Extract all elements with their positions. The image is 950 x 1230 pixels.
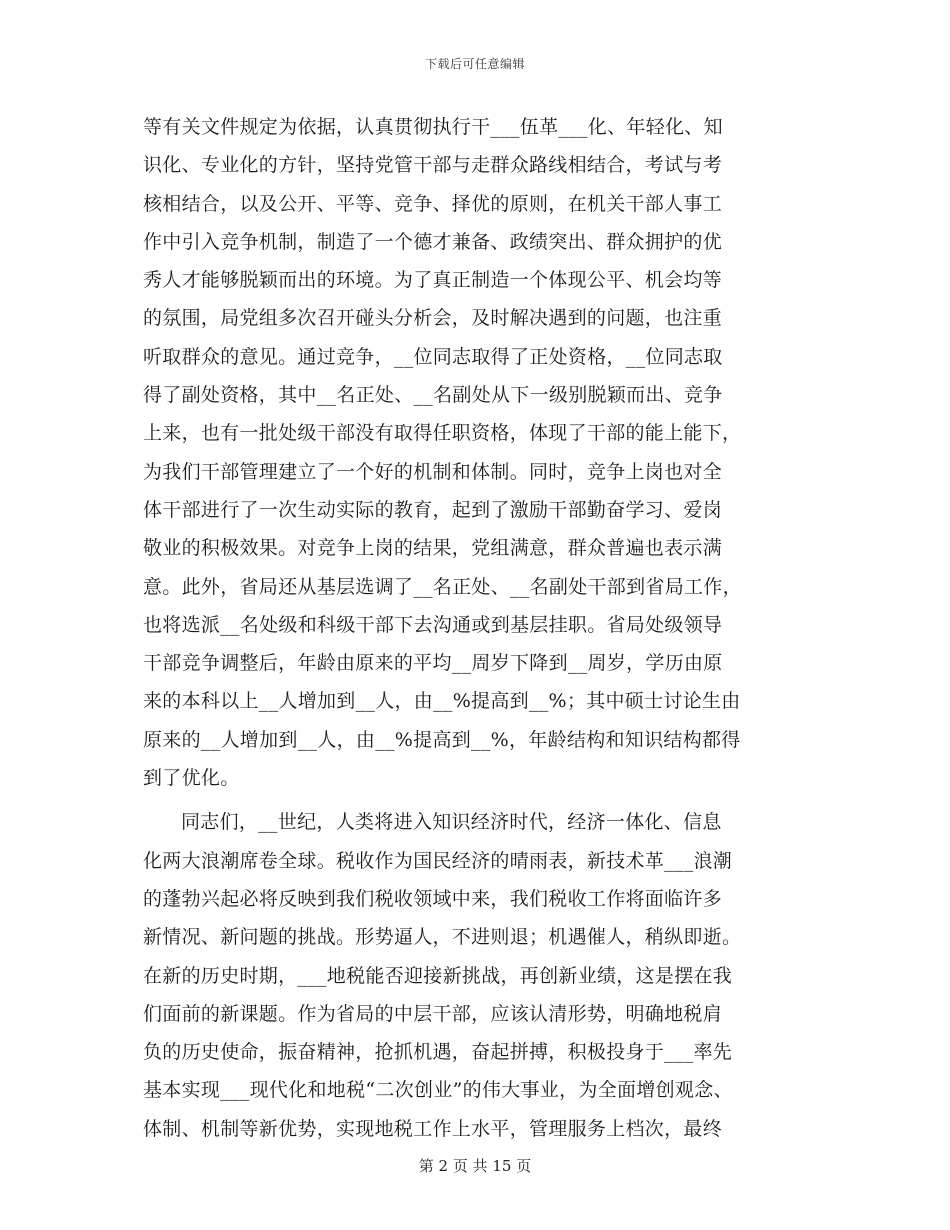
text-line: 作中引入竞争机制，制造了一个德才兼备、政绩突出、群众拥护的优 (143, 230, 723, 253)
text-line: 化两大浪潮席卷全球。税收作为国民经济的晴雨表，新技术革___浪潮 (143, 849, 733, 872)
text-line: 等有关文件规定为依据，认真贯彻执行干___伍革___化、年轻化、知 (143, 116, 723, 138)
text-line: 体干部进行了一次生动实际的教育，起到了激励干部勤奋学习、爱岗 (143, 498, 723, 521)
text-line: 核相结合，以及公开、平等、竞争、择优的原则，在机关干部人事工 (143, 192, 723, 215)
text-line: 到了优化。 (143, 767, 240, 790)
text-line: 敬业的积极效果。对竞争上岗的结果，党组满意，群众普遍也表示满 (143, 537, 723, 560)
text-line: 新情况、新问题的挑战。形势逼人，不进则退；机遇催人，稍纵即逝。 (143, 926, 742, 949)
text-line: 来的本科以上__人增加到__人，由__%提高到__%；其中硕士讨论生由 (143, 690, 741, 713)
text-line: 的蓬勃兴起必将反映到我们税收领域中来，我们税收工作将面临许多 (143, 887, 723, 910)
text-line: 为我们干部管理建立了一个好的机制和体制。同时，竞争上岗也对全 (143, 460, 723, 483)
text-line: 在新的历史时期，___地税能否迎接新挑战，再创新业绩，这是摆在我 (143, 964, 733, 987)
text-line: 们面前的新课题。作为省局的中层干部，应该认清形势，明确地税肩 (143, 1002, 723, 1025)
text-line: 识化、专业化的方针，坚持党管干部与走群众路线相结合，考试与考 (143, 154, 723, 177)
text-line: 秀人才能够脱颖而出的环境。为了真正制造一个体现公平、机会均等 (143, 269, 723, 292)
text-line: 同志们，__世纪，人类将进入知识经济时代，经济一体化、信息 (181, 811, 722, 834)
document-body (143, 108, 807, 1148)
paragraph-2 (143, 803, 807, 1148)
text-line: 的氛围，局党组多次召开碰头分析会，及时解决遇到的问题，也注重 (143, 307, 723, 330)
text-line: 干部竞争调整后，年龄由原来的平均__周岁下降到__周岁，学历由原 (143, 652, 723, 675)
text-line: 上来，也有一批处级干部没有取得任职资格，体现了干部的能上能下， (143, 422, 742, 445)
text-line: 体制、机制等新优势，实现地税工作上水平，管理服务上档次，最终 (143, 1117, 723, 1140)
page-header: 下载后可任意编辑 (424, 57, 525, 71)
text-line: 也将选派__名处级和科级干部下去沟通或到基层挂职。省局处级领导 (143, 613, 723, 636)
text-line: 原来的__人增加到__人，由__%提高到__%，年龄结构和知识结构都得 (143, 728, 741, 751)
text-line: 基本实现___现代化和地税“二次创业”的伟大事业，为全面增创观念、 (143, 1079, 733, 1102)
text-line: 负的历史使命，振奋精神，抢抓机遇，奋起拼搏，积极投身于___率先 (143, 1041, 733, 1064)
text-line: 听取群众的意见。通过竞争，__位同志取得了正处资格，__位同志取 (143, 345, 723, 368)
paragraph-1 (143, 108, 807, 797)
page-number: 第 2 页 共 15 页 (418, 1157, 532, 1175)
text-line: 意。此外，省局还从基层选调了__名正处、__名副处干部到省局工作， (143, 575, 742, 598)
text-line: 得了副处资格，其中__名正处、__名副处从下一级别脱颖而出、竞争 (143, 384, 723, 407)
